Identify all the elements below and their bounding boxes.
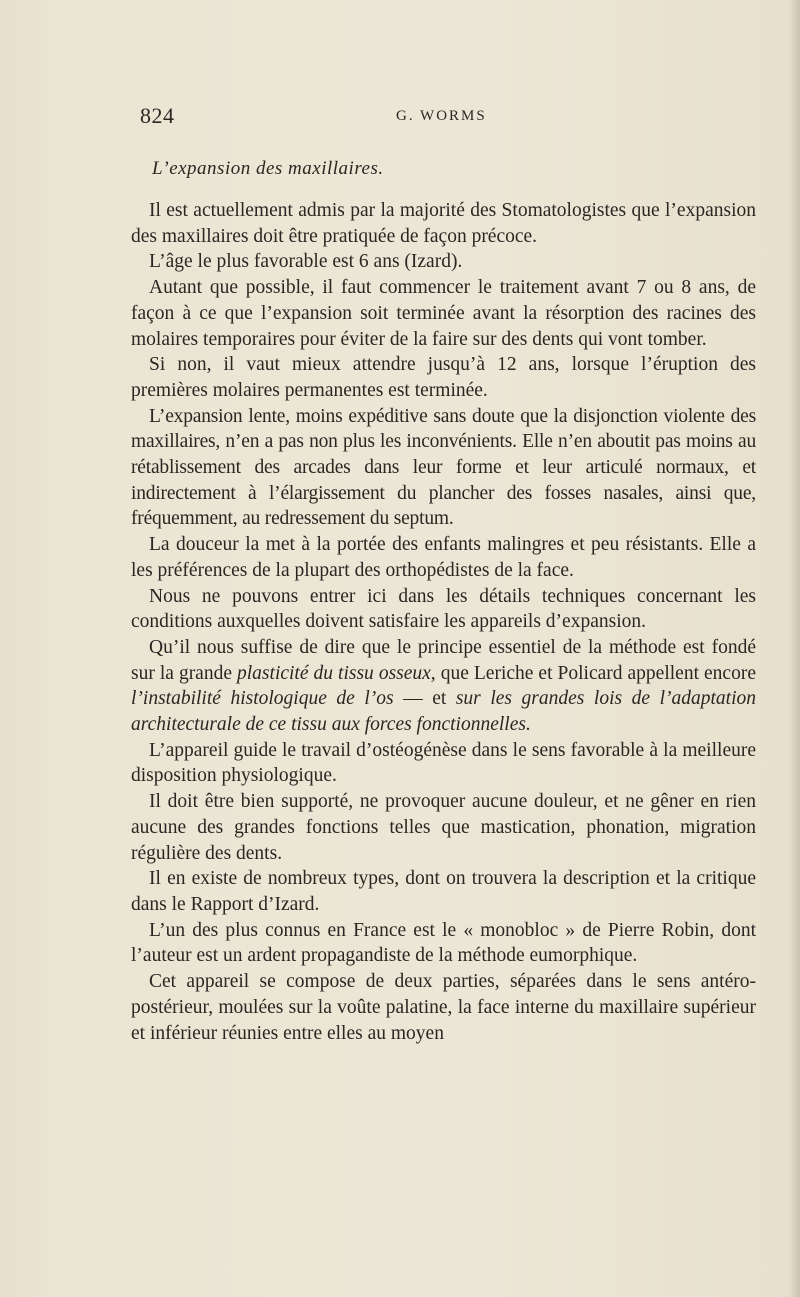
body-text bbox=[131, 198, 756, 1046]
page-number: 824 bbox=[140, 103, 175, 128]
principle-italic-3: sur les grandes lois de l’adaptation architecturale de ce tissu aux forces fonctionnelles. bbox=[131, 688, 756, 736]
paragraph: Il est actuellement admis par la majorité des Stomatologistes que l’expansion des maxillaires doit être pratiquée de façon précoce. bbox=[131, 200, 756, 247]
paragraph: Nous ne pouvons entrer ici dans les détails techniques concernant les conditions auxquelles doivent satisfaire les appareils d’expansion. bbox=[131, 585, 756, 633]
section-title: L’expansion des maxillaires. bbox=[152, 158, 384, 179]
running-head: G. WORMS bbox=[396, 108, 487, 124]
page-header bbox=[140, 103, 760, 133]
paragraph: L’expansion lente, moins expéditive sans doute que la disjonction violente des maxillaires, n’en a pas non plus les inconvénients. Elle n’en aboutit pas moins au rétablissement des arcades dans leur forme et leur articulé normaux, et indirectement à l’élargissement du plancher des fosses nasales, ainsi que, fréquemment, au redressement du septum. bbox=[131, 405, 756, 530]
paragraph: L’un des plus connus en France est le « monobloc » de Pierre Robin, dont l’auteur est un ardent propagandiste de la méthode eumorphique. bbox=[131, 919, 756, 967]
paragraph: L’âge le plus favorable est 6 ans (Izard). bbox=[149, 251, 463, 273]
paragraph: Si non, il vaut mieux attendre jusqu’à 12 ans, lorsque l’éruption des premières molaires permanentes est terminée. bbox=[131, 354, 756, 401]
page-edge-shadow bbox=[788, 0, 800, 1297]
paragraph: Cet appareil se compose de deux parties, séparées dans le sens antéro-postérieur, moulées sur la voûte palatine, la face interne du maxillaire supérieur et inférieur réunies entre elles au moyen bbox=[131, 971, 756, 1044]
paragraph: La douceur la met à la portée des enfants malingres et peu résistants. Elle a les préférences de la plupart des orthopédistes de la face. bbox=[131, 534, 756, 581]
paragraph: Il en existe de nombreux types, dont on trouvera la description et la critique dans le Rapport d’Izard. bbox=[131, 868, 756, 915]
principle-text-1: Qu’il nous suffise de dire que le principe essentiel de la méthode est fondé sur la grande bbox=[131, 636, 756, 684]
principle-italic-2: l’instabilité histologique de l’os bbox=[131, 688, 394, 710]
paragraph: L’appareil guide le travail d’ostéogénèse dans le sens favorable à la meilleure disposition physiologique. bbox=[131, 739, 756, 787]
principle-italic-1: plasticité du tissu osseux, bbox=[237, 662, 436, 684]
principle-paragraph bbox=[131, 635, 756, 738]
paragraph: Autant que possible, il faut commencer le traitement avant 7 ou 8 ans, de façon à ce que l’expansion soit terminée avant la résorption des racines des molaires temporaires pour éviter de la faire sur des dents qui vont tomber. bbox=[131, 277, 756, 350]
principle-text-3: — et bbox=[393, 688, 456, 710]
principle-text-2: que Leriche et Policard appellent encore bbox=[435, 662, 756, 684]
paragraph: Il doit être bien supporté, ne provoquer aucune douleur, et ne gêner en rien aucune des grandes fonctions telles que mastication, phonation, migration régulière des dents. bbox=[131, 791, 756, 864]
